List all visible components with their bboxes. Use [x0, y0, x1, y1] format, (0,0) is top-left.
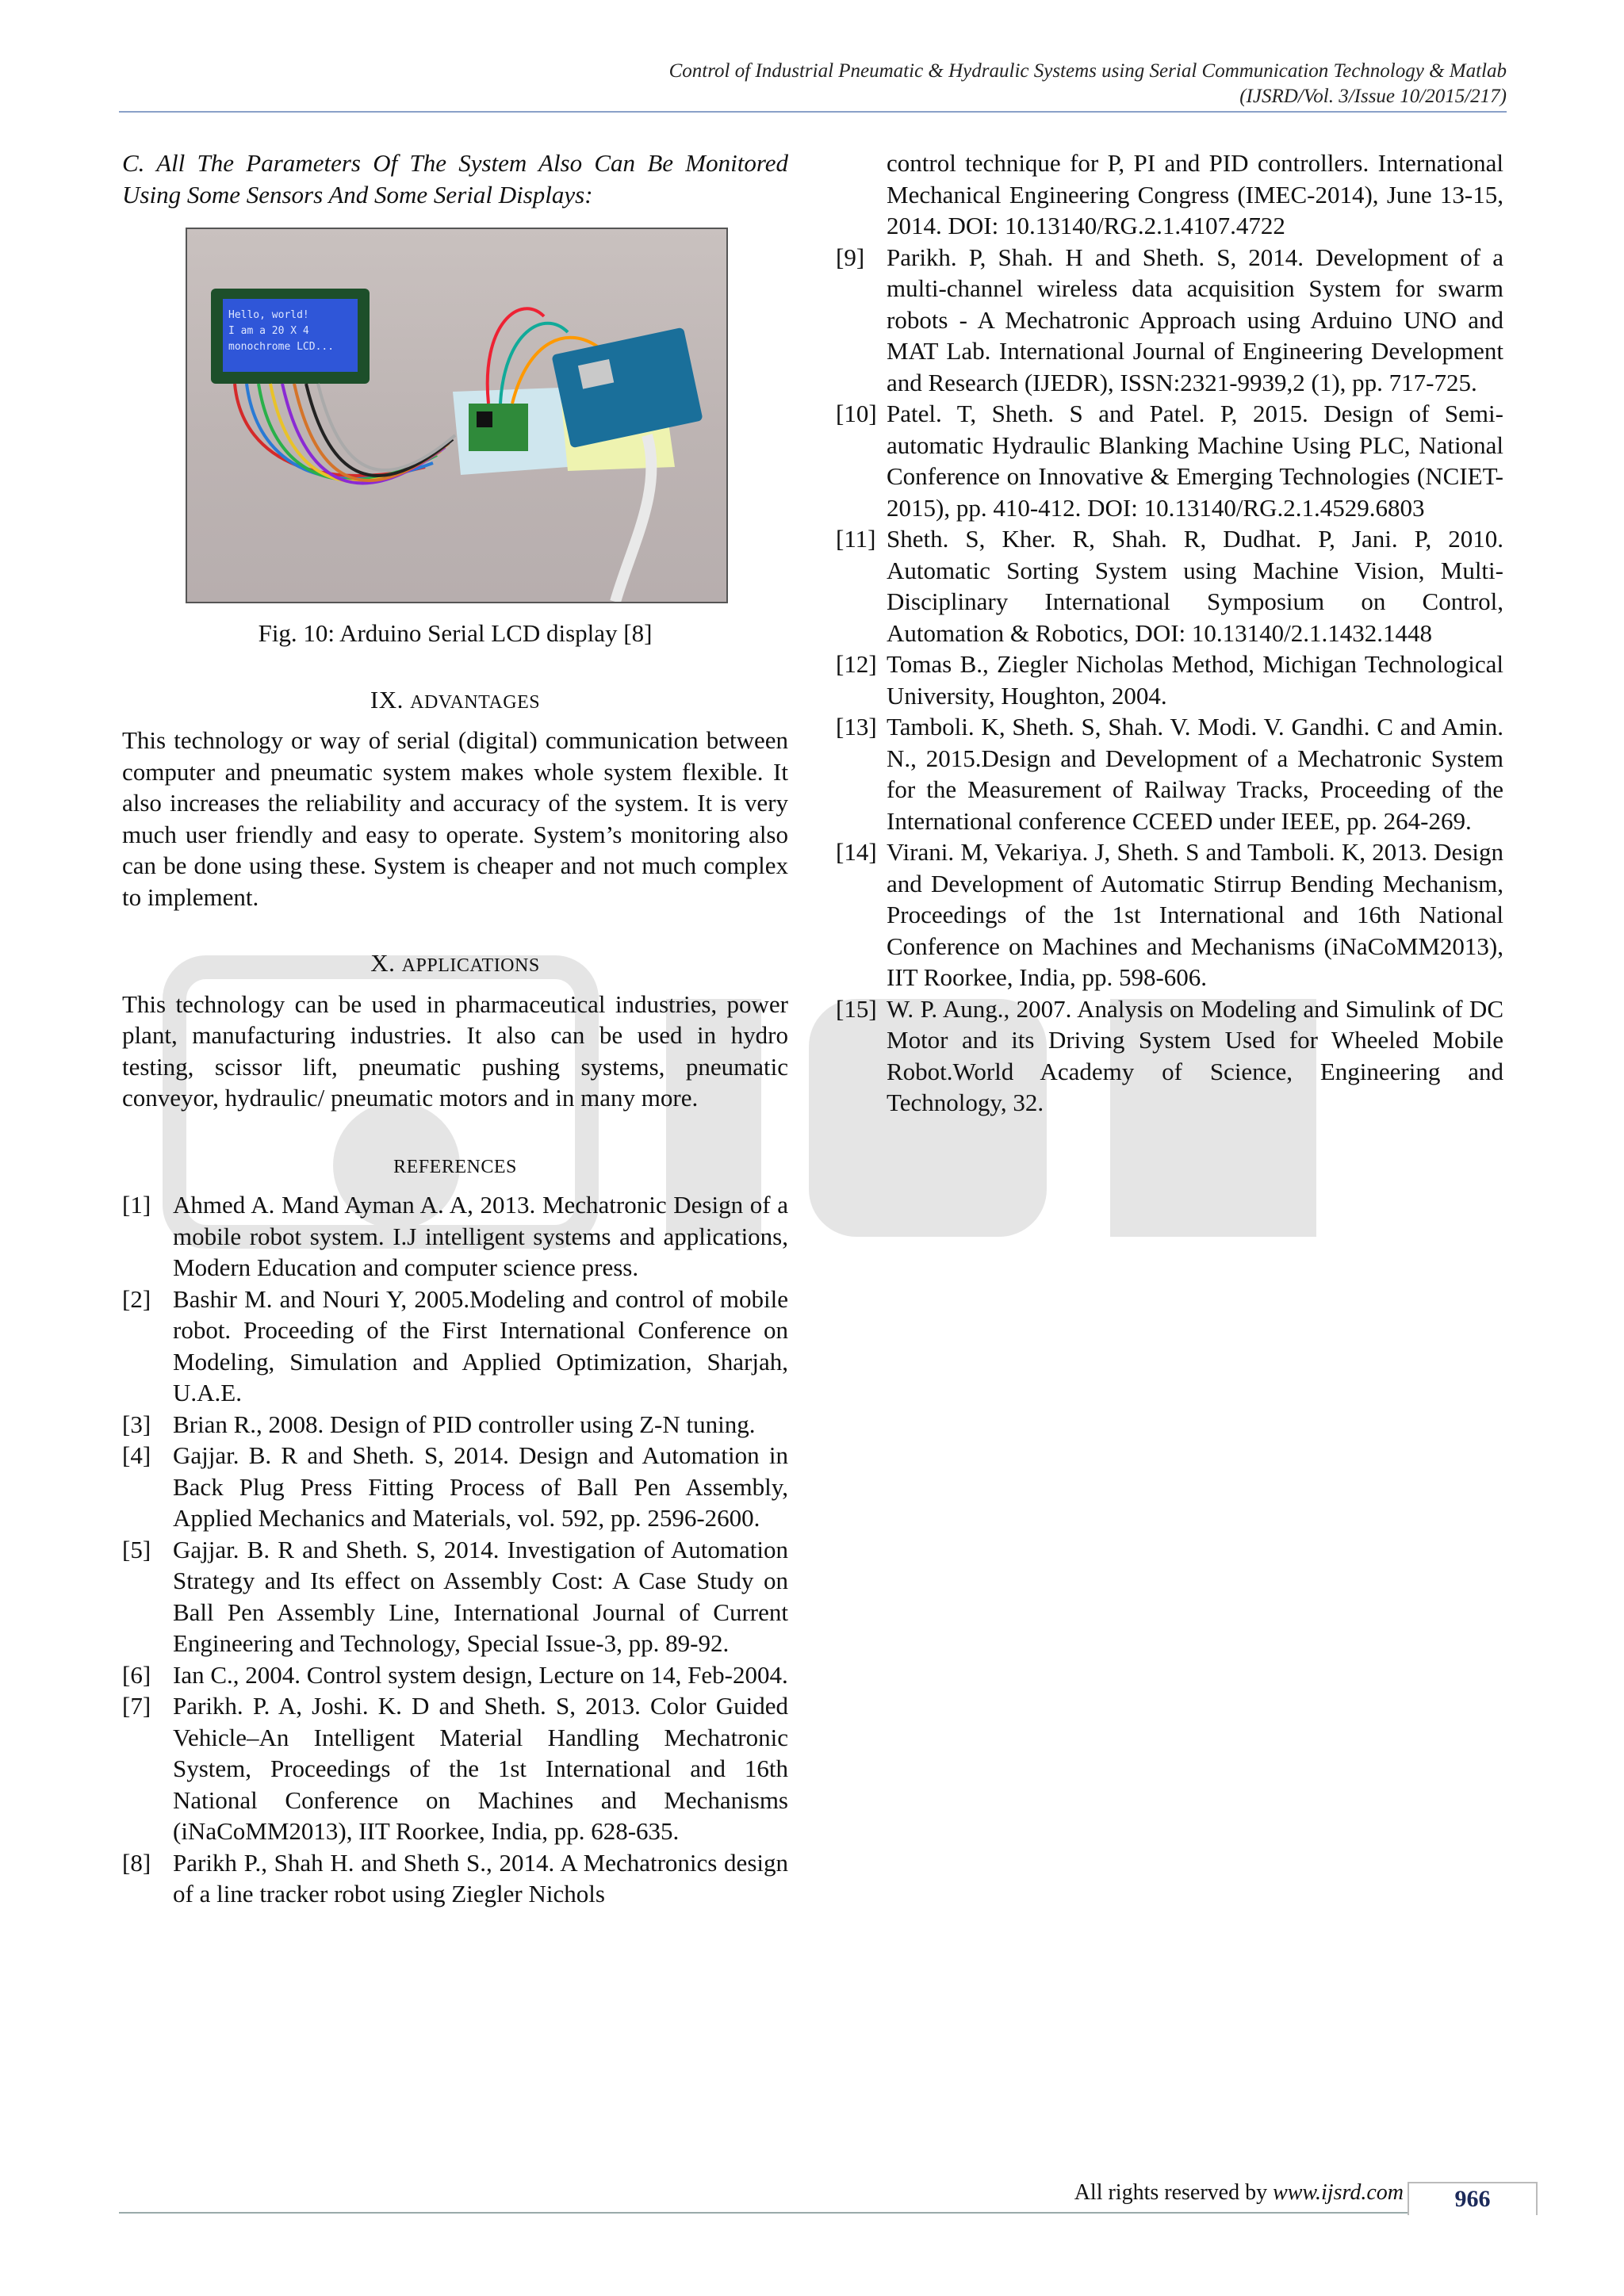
reference-item [122, 1440, 788, 1534]
advantages-paragraph: This technology or way of serial (digital) communication between computer and pneumatic system makes whole system flexible. It also increases the reliability and accuracy of the system. It is very much user friendly and easy to operate. System’s monitoring also can be done using these. System is cheaper and not much complex to implement. [122, 726, 788, 911]
reference-text: control technique for P, PI and PID controllers. International Mechanical Engineering Congress (IMEC-2014), June 13-15, 2014. DOI: 10.13140/RG.2.1.4107.4722 [887, 149, 1503, 239]
rights-text: All rights reserved by [1074, 2180, 1274, 2205]
section-title: APPLICATIONS [401, 955, 540, 976]
reference-item [836, 649, 1503, 711]
header-rule [119, 111, 1507, 113]
reference-item [122, 1189, 788, 1284]
reference-item [122, 1847, 788, 1910]
header-title: Control of Industrial Pneumatic & Hydraulic Systems using Serial Communication Technology & Matlab [668, 60, 1507, 82]
reference-text: W. P. Aung., 2007. Analysis on Modeling and Simulink of DC Motor and its Driving System Used for Wheeled Mobile Robot.World Academy of Science, Engineering and Technology, 32. [887, 994, 1503, 1116]
left-column [122, 147, 788, 1910]
reference-text: Gajjar. B. R and Sheth. S, 2014. Investigation of Automation Strategy and Its effect on Assembly Cost: A Case Study on Ball Pen Assembly Line, International Journal of Current Engineering and Technology, Special Issue-3, pp. 89-92. [173, 1535, 788, 1657]
reference-text: Gajjar. B. R and Sheth. S, 2014. Design and Automation in Back Plug Press Fitting Process of Ball Pen Assembly, Applied Mechanics and Materials, vol. 592, pp. 2596-2600. [173, 1441, 788, 1532]
reference-item [122, 1409, 788, 1441]
reference-number: [15] [836, 994, 877, 1023]
reference-text: Brian R., 2008. Design of PID controller using Z-N tuning. [173, 1410, 756, 1438]
reference-item [836, 836, 1503, 993]
subsection-heading: C. All The Parameters Of The System Also Can Be Monitored Using Some Sensors And Some Serial Displays: [122, 149, 788, 209]
footer-rule [119, 2212, 1507, 2214]
lcd-line-2: I am a 20 X 4 [228, 325, 309, 337]
reference-text: Virani. M, Vekariya. J, Sheth. S and Tamboli. K, 2013. Design and Development of Automatic Stirrup Bending Mechanism, Proceedings of the 1st International and 16th National Conference on Machines and Mechanisms (iNaCoMM2013), IIT Roorkee, India, pp. 598-606. [887, 838, 1503, 991]
reference-item [122, 1690, 788, 1847]
lcd-line-1: Hello, world! [228, 309, 309, 321]
reference-item [122, 1284, 788, 1409]
reference-text: Tomas B., Ziegler Nicholas Method, Michigan Technological University, Houghton, 2004. [887, 650, 1503, 710]
right-column [836, 147, 1503, 1119]
reference-number: [14] [836, 838, 877, 866]
lcd-line-3: monochrome LCD... [228, 341, 335, 353]
reference-item [836, 711, 1503, 836]
reference-number: [8] [122, 1848, 151, 1877]
page-number: 966 [1408, 2182, 1538, 2215]
header-journal: (IJSRD/Vol. 3/Issue 10/2015/217) [1239, 86, 1507, 107]
reference-number: [6] [122, 1660, 151, 1689]
reference-number: [1] [122, 1191, 151, 1219]
reference-number: [11] [836, 525, 876, 553]
reference-text: Parikh. P, Shah. H and Sheth. S, 2014. Development of a multi-channel wireless data acquisition System for swarm robots - A Mechatronic Approach using Arduino UNO and MAT Lab. International Journal of Engineering Development and Research (IJEDR), ISSN:2321-9939,2 (1), pp. 717-725. [887, 243, 1503, 396]
figure-caption: Fig. 10: Arduino Serial LCD display [8] [258, 619, 653, 647]
reference-text: Parikh. P. A, Joshi. K. D and Sheth. S, 2013. Color Guided Vehicle–An Intelligent Material Handling Mechatronic System, Proceedings of the 1st International and 16th National Conference on Machines and Mechanisms (iNaCoMM2013), IIT Roorkee, India, pp. 628-635. [173, 1692, 788, 1845]
reference-item [836, 993, 1503, 1119]
section-heading-references [122, 1149, 788, 1184]
figure-arduino-lcd [186, 228, 728, 603]
reference-text: Ian C., 2004. Control system design, Lecture on 14, Feb-2004. [173, 1660, 788, 1689]
reference-text: Bashir M. and Nouri Y, 2005.Modeling and control of mobile robot. Proceeding of the First International Conference on Modeling, Simulation and Applied Optimization, Sharjah, U.A.E. [173, 1284, 788, 1406]
reference-number: [5] [122, 1535, 151, 1563]
reference-item [836, 523, 1503, 649]
reference-text: Ahmed A. Mand Ayman A. A, 2013. Mechatronic Design of a mobile robot system. I.J intelligent systems and applications, Modern Education and computer science press. [173, 1191, 788, 1281]
reference-text: Parikh P., Shah H. and Sheth S., 2014. A Mechatronics design of a line tracker robot using Ziegler Nichols [173, 1848, 788, 1908]
section-title: ADVANTAGES [410, 691, 541, 713]
reference-number: [7] [122, 1692, 151, 1720]
journal-site-link[interactable]: www.ijsrd.com [1273, 2180, 1404, 2205]
section-heading-advantages [122, 684, 788, 719]
reference-item [122, 1659, 788, 1691]
arduino-lcd-photo [187, 229, 726, 602]
footer-rights [1074, 2179, 1404, 2207]
reference-item [836, 242, 1503, 399]
reference-item [836, 398, 1503, 523]
reference-text: Tamboli. K, Sheth. S, Shah. V. Modi. V. Gandhi. C and Amin. N., 2015.Design and Development of a Mechatronic System for the Measurement of Railway Tracks, Proceeding of the International conference CCEED under IEEE, pp. 264-269. [887, 713, 1503, 835]
reference-number: [12] [836, 650, 877, 678]
section-heading-applications [122, 947, 788, 982]
reference-number: [3] [122, 1410, 151, 1438]
section-number: IX. [370, 685, 404, 714]
reference-number: [2] [122, 1284, 151, 1313]
section-title: REFERENCES [393, 1156, 517, 1177]
reference-number: [9] [836, 243, 865, 271]
reference-number: [10] [836, 400, 877, 427]
reference-text: Patel. T, Sheth. S and Patel. P, 2015. Design of Semi-automatic Hydraulic Blanking Machine Using PLC, National Conference on Innovative & Emerging Technologies (NCIET- 2015), pp. 410-412. DOI: 10.13140/RG.2.1.4529.6803 [887, 400, 1503, 522]
reference-item-continued [836, 147, 1503, 242]
running-header [119, 59, 1507, 109]
applications-paragraph: This technology can be used in pharmaceutical industries, power plant, manufacturing industries. It also can be used in hydro testing, scissor lift, pneumatic pushing systems, pneumatic conveyor, hydraulic/ pneumatic motors and in many more. [122, 989, 788, 1112]
reference-number: [4] [122, 1441, 151, 1469]
reference-text: Sheth. S, Kher. R, Shah. R, Dudhat. P, Jani. P, 2010. Automatic Sorting System using Machine Vision, Multi-Disciplinary International Symposium on Control, Automation & Robotics, DOI: 10.13140/2.1.1432.1448 [887, 525, 1503, 647]
reference-number: [13] [836, 713, 877, 740]
section-number: X. [370, 949, 396, 977]
reference-item [122, 1534, 788, 1659]
